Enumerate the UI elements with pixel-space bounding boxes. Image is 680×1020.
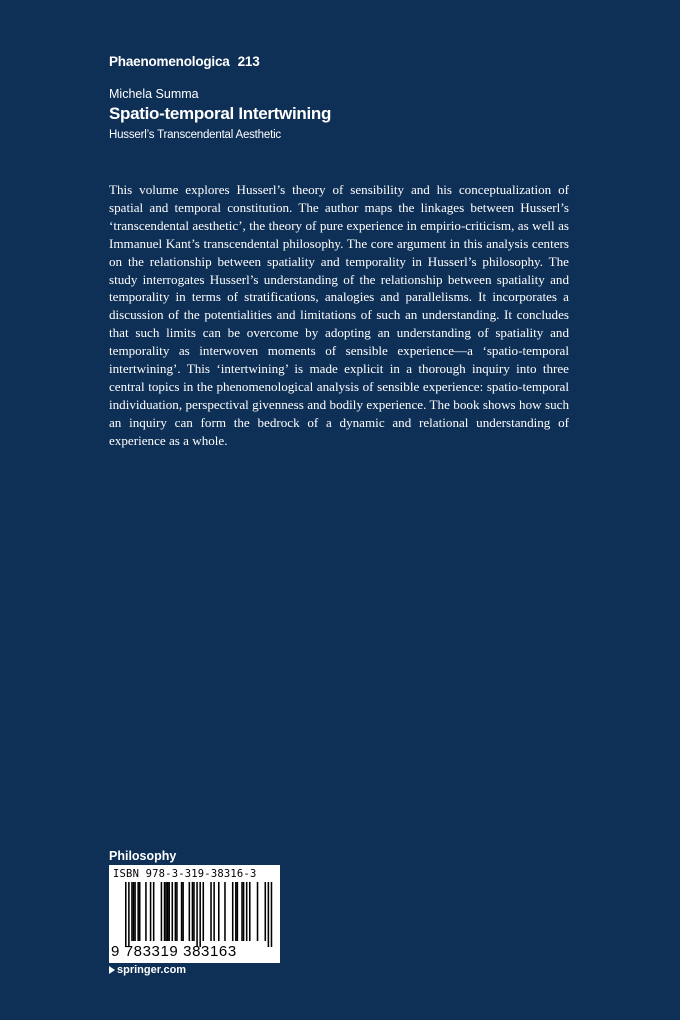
barcode-bar [176,882,178,941]
barcode-bar [193,882,195,941]
barcode-bar [134,882,136,941]
barcode-bar [196,882,198,947]
barcode-bar [139,882,141,941]
barcode-bar [218,882,220,941]
barcode-bar [224,882,226,941]
barcode-bar [164,882,166,941]
barcode-bar [232,882,234,941]
barcode-bar [203,882,205,941]
barcode-bar [153,882,155,941]
series-number: 213 [237,54,260,69]
barcode-bar [199,882,201,947]
series-line [109,54,260,69]
barcode-bar [168,882,170,941]
barcode-bar [210,882,212,941]
ean-digits: 9 783319 383163 [111,943,237,960]
barcode-bar [237,882,239,941]
barcode-bar [249,882,251,941]
barcode-bar [167,882,169,941]
barcode-bar [268,882,270,947]
isbn-barcode [109,865,280,963]
book-title: Spatio-temporal Intertwining [109,104,332,123]
series-name: Phaenomenologica [109,54,230,69]
barcode-bar [128,882,130,947]
barcode-bar [165,882,167,941]
barcode-bar [182,882,184,941]
barcode-bar [175,882,177,941]
publisher-url: springer.com [117,964,187,976]
barcode-bar [145,882,147,941]
barcode-bar [131,882,133,941]
barcode-bar [125,882,127,947]
book-subtitle: Husserl’s Transcendental Aesthetic [109,129,281,141]
barcode-bar [161,882,163,941]
barcode-bar [150,882,152,941]
barcode-bar [271,882,273,947]
barcode-bar [213,882,215,941]
barcode-bar [243,882,245,941]
barcode-bar [235,882,237,941]
author-name: Michela Summa [109,87,199,101]
barcode-bar [241,882,243,941]
barcode-bar [192,882,194,941]
barcode-bar [265,882,267,941]
isbn-label: ISBN 978-3-319-38316-3 [113,868,257,880]
barcode-bar [246,882,248,941]
barcode-bar [189,882,191,941]
publisher-link[interactable] [109,964,186,976]
barcode-bar [137,882,139,941]
barcode-bar [172,882,174,941]
barcode-bar [257,882,259,941]
book-description: This volume explores Husserl’s theory of sensibility and his conceptualization of spatial and temporal constitution. The author maps the linkages between Husserl’s ‘transcendental aesthetic’, the theory of pure experience in empirio-criticism, as well as Immanuel Kant’s transcendental philosophy. The core argument in this analysis centers on the relationship between spatiality and temporality in Husserl’s philosophy. The study interrogates Husserl’s understanding of the relationship between spatiality and temporality in terms of stratifications, analogies and parallelisms. It incorporates a discussion of the potentialities and limitations of such an understanding. It concludes that such limits can be overcome by adopting an understanding of spatiality and temporality as interwoven moments of sensible experience—a ‘spatio-temporal intertwining’. This ‘intertwining’ is made explicit in a thorough inquiry into three central topics in the phenomenological analysis of sensible experience: spatio-temporal individuation, perspectival givenness and bodily experience. The book shows how such an inquiry can form the bedrock of a dynamic and relational understanding of experience as a whole. [109,182,569,448]
barcode-bar [181,882,183,941]
barcode-bar [133,882,135,941]
subject-category: Philosophy [109,849,177,863]
triangle-arrow-icon [109,966,115,974]
